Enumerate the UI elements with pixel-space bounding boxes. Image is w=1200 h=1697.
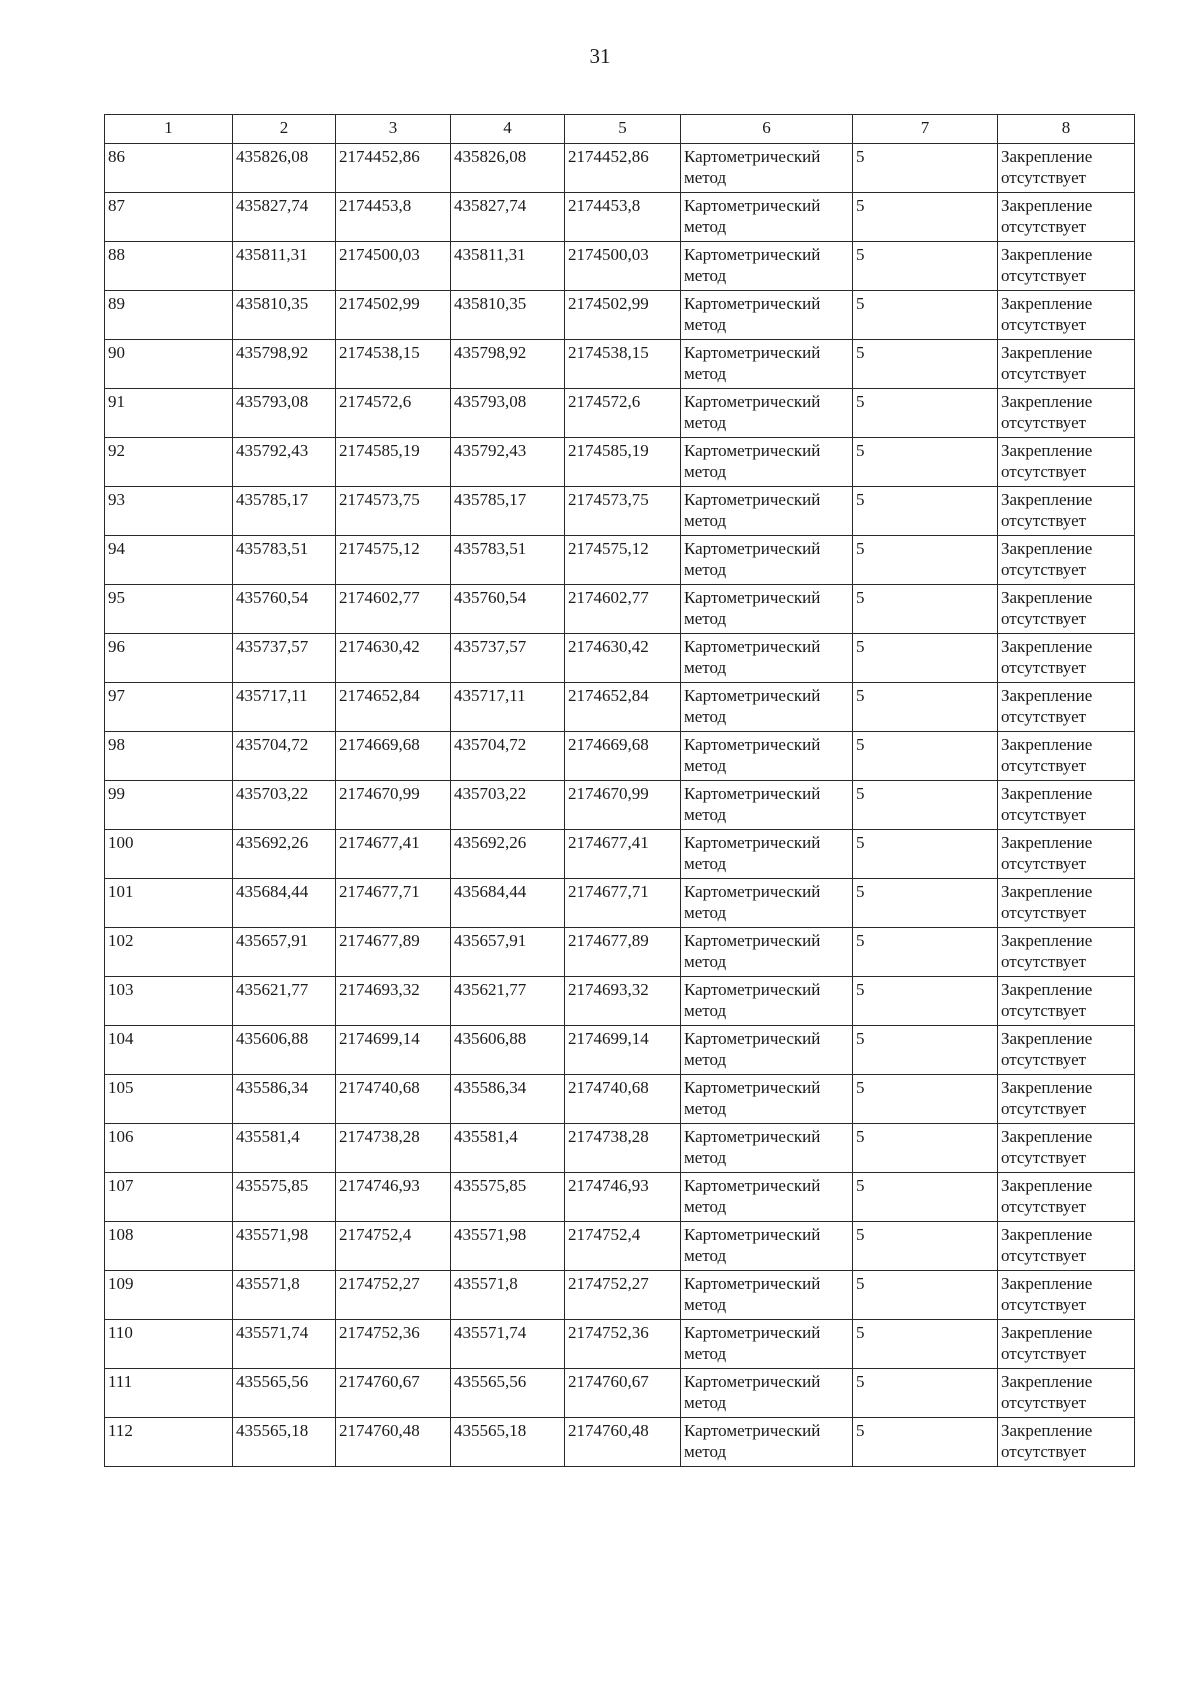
y-coordinate-cell: 2174572,6 [565,389,681,438]
point-number-cell: 108 [105,1222,233,1271]
fixation-cell: Закрепление отсутствует [998,340,1135,389]
point-number-cell: 91 [105,389,233,438]
method-cell: Картометрический метод [681,1026,853,1075]
y-coordinate-cell: 2174575,12 [336,536,451,585]
column-header: 5 [565,115,681,144]
y-coordinate-cell: 2174740,68 [565,1075,681,1124]
accuracy-cell: 5 [853,732,998,781]
point-number-cell: 89 [105,291,233,340]
point-number-cell: 90 [105,340,233,389]
fixation-cell: Закрепление отсутствует [998,1026,1135,1075]
accuracy-cell: 5 [853,781,998,830]
x-coordinate-cell: 435717,11 [451,683,565,732]
y-coordinate-cell: 2174693,32 [565,977,681,1026]
accuracy-cell: 5 [853,438,998,487]
fixation-cell: Закрепление отсутствует [998,732,1135,781]
method-cell: Картометрический метод [681,732,853,781]
accuracy-cell: 5 [853,144,998,193]
y-coordinate-cell: 2174738,28 [336,1124,451,1173]
method-cell: Картометрический метод [681,683,853,732]
fixation-cell: Закрепление отсутствует [998,1075,1135,1124]
fixation-cell: Закрепление отсутствует [998,144,1135,193]
accuracy-cell: 5 [853,1271,998,1320]
fixation-cell: Закрепление отсутствует [998,1418,1135,1467]
page-number: 31 [589,44,611,68]
y-coordinate-cell: 2174746,93 [565,1173,681,1222]
table-row [105,585,1135,634]
x-coordinate-cell: 435810,35 [451,291,565,340]
accuracy-cell: 5 [853,1026,998,1075]
x-coordinate-cell: 435826,08 [451,144,565,193]
y-coordinate-cell: 2174752,27 [336,1271,451,1320]
point-number-cell: 104 [105,1026,233,1075]
x-coordinate-cell: 435581,4 [451,1124,565,1173]
x-coordinate-cell: 435737,57 [451,634,565,683]
fixation-cell: Закрепление отсутствует [998,1124,1135,1173]
table-row [105,340,1135,389]
fixation-cell: Закрепление отсутствует [998,585,1135,634]
table-row [105,438,1135,487]
x-coordinate-cell: 435684,44 [451,879,565,928]
y-coordinate-cell: 2174677,71 [336,879,451,928]
accuracy-cell: 5 [853,487,998,536]
fixation-cell: Закрепление отсутствует [998,830,1135,879]
x-coordinate-cell: 435810,35 [233,291,336,340]
y-coordinate-cell: 2174452,86 [336,144,451,193]
method-cell: Картометрический метод [681,1173,853,1222]
y-coordinate-cell: 2174752,27 [565,1271,681,1320]
x-coordinate-cell: 435827,74 [233,193,336,242]
accuracy-cell: 5 [853,1075,998,1124]
method-cell: Картометрический метод [681,634,853,683]
method-cell: Картометрический метод [681,928,853,977]
y-coordinate-cell: 2174752,4 [336,1222,451,1271]
fixation-cell: Закрепление отсутствует [998,193,1135,242]
table-row [105,781,1135,830]
y-coordinate-cell: 2174760,48 [565,1418,681,1467]
x-coordinate-cell: 435621,77 [451,977,565,1026]
fixation-cell: Закрепление отсутствует [998,879,1135,928]
method-cell: Картометрический метод [681,830,853,879]
point-number-cell: 105 [105,1075,233,1124]
point-number-cell: 97 [105,683,233,732]
method-cell: Картометрический метод [681,193,853,242]
y-coordinate-cell: 2174453,8 [565,193,681,242]
x-coordinate-cell: 435792,43 [451,438,565,487]
point-number-cell: 102 [105,928,233,977]
y-coordinate-cell: 2174538,15 [565,340,681,389]
x-coordinate-cell: 435811,31 [451,242,565,291]
method-cell: Картометрический метод [681,1222,853,1271]
table-row [105,879,1135,928]
y-coordinate-cell: 2174699,14 [336,1026,451,1075]
fixation-cell: Закрепление отсутствует [998,1271,1135,1320]
method-cell: Картометрический метод [681,1418,853,1467]
x-coordinate-cell: 435783,51 [451,536,565,585]
accuracy-cell: 5 [853,1124,998,1173]
method-cell: Картометрический метод [681,1124,853,1173]
table-row [105,1418,1135,1467]
x-coordinate-cell: 435826,08 [233,144,336,193]
accuracy-cell: 5 [853,928,998,977]
table-row [105,1320,1135,1369]
x-coordinate-cell: 435703,22 [233,781,336,830]
y-coordinate-cell: 2174573,75 [565,487,681,536]
method-cell: Картометрический метод [681,242,853,291]
x-coordinate-cell: 435684,44 [233,879,336,928]
y-coordinate-cell: 2174602,77 [565,585,681,634]
accuracy-cell: 5 [853,340,998,389]
header-row [105,115,1135,144]
table-row [105,1222,1135,1271]
x-coordinate-cell: 435704,72 [233,732,336,781]
point-number-cell: 111 [105,1369,233,1418]
y-coordinate-cell: 2174677,89 [336,928,451,977]
method-cell: Картометрический метод [681,781,853,830]
y-coordinate-cell: 2174572,6 [336,389,451,438]
accuracy-cell: 5 [853,291,998,340]
y-coordinate-cell: 2174752,4 [565,1222,681,1271]
point-number-cell: 93 [105,487,233,536]
point-number-cell: 110 [105,1320,233,1369]
accuracy-cell: 5 [853,389,998,438]
accuracy-cell: 5 [853,1418,998,1467]
point-number-cell: 112 [105,1418,233,1467]
y-coordinate-cell: 2174760,67 [336,1369,451,1418]
method-cell: Картометрический метод [681,536,853,585]
x-coordinate-cell: 435793,08 [451,389,565,438]
point-number-cell: 101 [105,879,233,928]
fixation-cell: Закрепление отсутствует [998,438,1135,487]
fixation-cell: Закрепление отсутствует [998,1320,1135,1369]
y-coordinate-cell: 2174575,12 [565,536,681,585]
table-row [105,830,1135,879]
y-coordinate-cell: 2174585,19 [565,438,681,487]
x-coordinate-cell: 435571,74 [233,1320,336,1369]
table-row [105,1271,1135,1320]
table-body [105,144,1135,1467]
x-coordinate-cell: 435798,92 [451,340,565,389]
method-cell: Картометрический метод [681,438,853,487]
x-coordinate-cell: 435581,4 [233,1124,336,1173]
coordinates-table [104,114,1135,1467]
point-number-cell: 95 [105,585,233,634]
y-coordinate-cell: 2174585,19 [336,438,451,487]
fixation-cell: Закрепление отсутствует [998,1369,1135,1418]
fixation-cell: Закрепление отсутствует [998,536,1135,585]
fixation-cell: Закрепление отсутствует [998,781,1135,830]
x-coordinate-cell: 435703,22 [451,781,565,830]
y-coordinate-cell: 2174452,86 [565,144,681,193]
y-coordinate-cell: 2174502,99 [565,291,681,340]
accuracy-cell: 5 [853,879,998,928]
method-cell: Картометрический метод [681,340,853,389]
x-coordinate-cell: 435783,51 [233,536,336,585]
x-coordinate-cell: 435586,34 [233,1075,336,1124]
table-row [105,634,1135,683]
y-coordinate-cell: 2174453,8 [336,193,451,242]
method-cell: Картометрический метод [681,1271,853,1320]
column-header: 1 [105,115,233,144]
column-header: 4 [451,115,565,144]
point-number-cell: 87 [105,193,233,242]
method-cell: Картометрический метод [681,977,853,1026]
y-coordinate-cell: 2174746,93 [336,1173,451,1222]
x-coordinate-cell: 435586,34 [451,1075,565,1124]
point-number-cell: 99 [105,781,233,830]
table-row [105,1173,1135,1222]
table-row [105,193,1135,242]
table-row [105,242,1135,291]
accuracy-cell: 5 [853,683,998,732]
column-header: 8 [998,115,1135,144]
x-coordinate-cell: 435793,08 [233,389,336,438]
table-row [105,683,1135,732]
fixation-cell: Закрепление отсутствует [998,977,1135,1026]
y-coordinate-cell: 2174573,75 [336,487,451,536]
point-number-cell: 86 [105,144,233,193]
fixation-cell: Закрепление отсутствует [998,1173,1135,1222]
y-coordinate-cell: 2174500,03 [565,242,681,291]
x-coordinate-cell: 435571,98 [451,1222,565,1271]
table-row [105,732,1135,781]
x-coordinate-cell: 435760,54 [233,585,336,634]
y-coordinate-cell: 2174630,42 [565,634,681,683]
table-row [105,1075,1135,1124]
point-number-cell: 96 [105,634,233,683]
method-cell: Картометрический метод [681,291,853,340]
x-coordinate-cell: 435571,74 [451,1320,565,1369]
y-coordinate-cell: 2174500,03 [336,242,451,291]
column-header: 3 [336,115,451,144]
y-coordinate-cell: 2174752,36 [565,1320,681,1369]
accuracy-cell: 5 [853,830,998,879]
column-header: 6 [681,115,853,144]
accuracy-cell: 5 [853,1222,998,1271]
y-coordinate-cell: 2174738,28 [565,1124,681,1173]
table-row [105,291,1135,340]
y-coordinate-cell: 2174652,84 [565,683,681,732]
accuracy-cell: 5 [853,242,998,291]
table-row [105,1369,1135,1418]
point-number-cell: 88 [105,242,233,291]
x-coordinate-cell: 435575,85 [451,1173,565,1222]
x-coordinate-cell: 435565,18 [233,1418,336,1467]
method-cell: Картометрический метод [681,389,853,438]
y-coordinate-cell: 2174677,41 [336,830,451,879]
fixation-cell: Закрепление отсутствует [998,928,1135,977]
y-coordinate-cell: 2174630,42 [336,634,451,683]
point-number-cell: 106 [105,1124,233,1173]
method-cell: Картометрический метод [681,487,853,536]
x-coordinate-cell: 435621,77 [233,977,336,1026]
method-cell: Картометрический метод [681,879,853,928]
x-coordinate-cell: 435792,43 [233,438,336,487]
y-coordinate-cell: 2174670,99 [336,781,451,830]
fixation-cell: Закрепление отсутствует [998,634,1135,683]
x-coordinate-cell: 435575,85 [233,1173,336,1222]
x-coordinate-cell: 435785,17 [233,487,336,536]
accuracy-cell: 5 [853,977,998,1026]
fixation-cell: Закрепление отсутствует [998,242,1135,291]
x-coordinate-cell: 435692,26 [233,830,336,879]
point-number-cell: 109 [105,1271,233,1320]
accuracy-cell: 5 [853,585,998,634]
x-coordinate-cell: 435565,56 [451,1369,565,1418]
y-coordinate-cell: 2174699,14 [565,1026,681,1075]
x-coordinate-cell: 435785,17 [451,487,565,536]
table-row [105,928,1135,977]
accuracy-cell: 5 [853,193,998,242]
table-row [105,1026,1135,1075]
fixation-cell: Закрепление отсутствует [998,487,1135,536]
x-coordinate-cell: 435571,8 [233,1271,336,1320]
x-coordinate-cell: 435571,8 [451,1271,565,1320]
table-row [105,977,1135,1026]
x-coordinate-cell: 435692,26 [451,830,565,879]
x-coordinate-cell: 435827,74 [451,193,565,242]
y-coordinate-cell: 2174502,99 [336,291,451,340]
accuracy-cell: 5 [853,536,998,585]
x-coordinate-cell: 435717,11 [233,683,336,732]
fixation-cell: Закрепление отсутствует [998,1222,1135,1271]
accuracy-cell: 5 [853,1173,998,1222]
x-coordinate-cell: 435704,72 [451,732,565,781]
point-number-cell: 107 [105,1173,233,1222]
y-coordinate-cell: 2174677,71 [565,879,681,928]
table-row [105,487,1135,536]
y-coordinate-cell: 2174752,36 [336,1320,451,1369]
x-coordinate-cell: 435606,88 [233,1026,336,1075]
x-coordinate-cell: 435571,98 [233,1222,336,1271]
x-coordinate-cell: 435606,88 [451,1026,565,1075]
fixation-cell: Закрепление отсутствует [998,389,1135,438]
method-cell: Картометрический метод [681,1075,853,1124]
table-row [105,536,1135,585]
table-row [105,389,1135,438]
y-coordinate-cell: 2174740,68 [336,1075,451,1124]
fixation-cell: Закрепление отсутствует [998,683,1135,732]
point-number-cell: 92 [105,438,233,487]
point-number-cell: 98 [105,732,233,781]
accuracy-cell: 5 [853,1320,998,1369]
table-row [105,144,1135,193]
point-number-cell: 100 [105,830,233,879]
y-coordinate-cell: 2174602,77 [336,585,451,634]
x-coordinate-cell: 435565,18 [451,1418,565,1467]
accuracy-cell: 5 [853,1369,998,1418]
point-number-cell: 94 [105,536,233,585]
x-coordinate-cell: 435760,54 [451,585,565,634]
y-coordinate-cell: 2174669,68 [336,732,451,781]
table-row [105,1124,1135,1173]
y-coordinate-cell: 2174670,99 [565,781,681,830]
y-coordinate-cell: 2174760,48 [336,1418,451,1467]
y-coordinate-cell: 2174677,89 [565,928,681,977]
accuracy-cell: 5 [853,634,998,683]
y-coordinate-cell: 2174760,67 [565,1369,681,1418]
method-cell: Картометрический метод [681,1320,853,1369]
x-coordinate-cell: 435798,92 [233,340,336,389]
method-cell: Картометрический метод [681,585,853,634]
y-coordinate-cell: 2174538,15 [336,340,451,389]
y-coordinate-cell: 2174677,41 [565,830,681,879]
y-coordinate-cell: 2174693,32 [336,977,451,1026]
x-coordinate-cell: 435811,31 [233,242,336,291]
fixation-cell: Закрепление отсутствует [998,291,1135,340]
x-coordinate-cell: 435657,91 [233,928,336,977]
point-number-cell: 103 [105,977,233,1026]
y-coordinate-cell: 2174652,84 [336,683,451,732]
x-coordinate-cell: 435565,56 [233,1369,336,1418]
x-coordinate-cell: 435657,91 [451,928,565,977]
column-header: 2 [233,115,336,144]
column-header: 7 [853,115,998,144]
method-cell: Картометрический метод [681,1369,853,1418]
y-coordinate-cell: 2174669,68 [565,732,681,781]
x-coordinate-cell: 435737,57 [233,634,336,683]
method-cell: Картометрический метод [681,144,853,193]
